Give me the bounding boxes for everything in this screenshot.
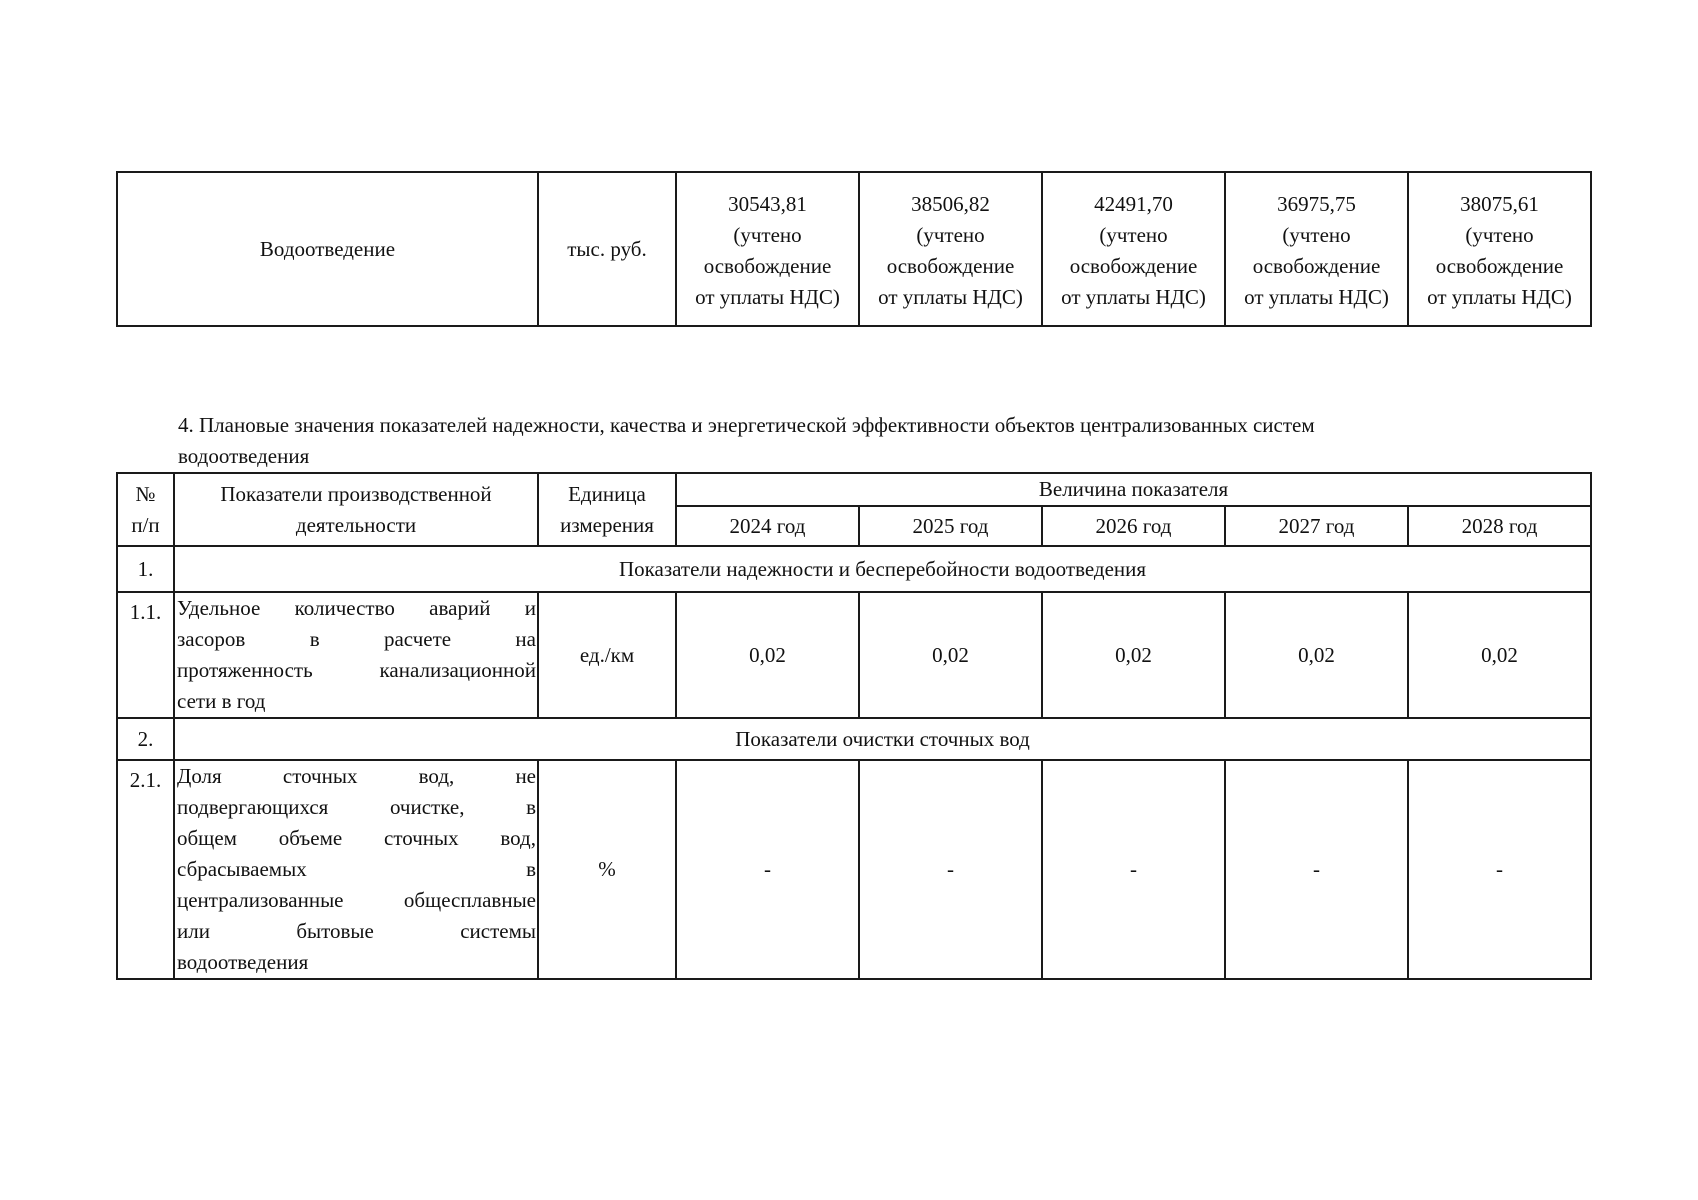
header-unit-line: Единица — [568, 481, 646, 506]
section-title: Показатели очистки сточных вод — [174, 718, 1591, 760]
unit-cell: % — [538, 760, 676, 979]
indicator-line: общем объеме сточных вод, — [177, 826, 536, 850]
indicator-line: Удельное количество аварий и — [177, 596, 536, 620]
indicator-line: Доля сточных вод, не — [177, 764, 536, 788]
note-line: (учтено — [1099, 222, 1168, 247]
section-row — [117, 546, 1591, 592]
value-cell: - — [1225, 760, 1408, 979]
value-cell-2025 — [859, 172, 1042, 326]
section-row — [117, 718, 1591, 760]
note-line: (учтено — [1282, 222, 1351, 247]
value-cell: 0,02 — [859, 592, 1042, 718]
value-cell-2028 — [1408, 172, 1591, 326]
indicator-line: сбрасываемых в — [177, 857, 536, 881]
note-line: освобождение — [1435, 253, 1564, 278]
indicator-line: водоотведения — [177, 950, 309, 974]
cost-table — [116, 171, 1592, 327]
note-line: от уплаты НДС) — [878, 284, 1023, 309]
indicators-table — [116, 472, 1592, 980]
value-cell-2027 — [1225, 172, 1408, 326]
note-line: освобождение — [1069, 253, 1198, 278]
note-line: от уплаты НДС) — [1244, 284, 1389, 309]
table-row — [117, 592, 1591, 718]
note-line: освобождение — [886, 253, 1015, 278]
header-year: 2024 год — [676, 506, 859, 546]
amount: 38506,82 — [911, 191, 990, 216]
header-year: 2027 год — [1225, 506, 1408, 546]
amount: 30543,81 — [728, 191, 807, 216]
value-cell-2024 — [676, 172, 859, 326]
section-title: Показатели надежности и бесперебойности водоотведения — [174, 546, 1591, 592]
header-year: 2026 год — [1042, 506, 1225, 546]
value-cell: - — [859, 760, 1042, 979]
value-cell: 0,02 — [1408, 592, 1591, 718]
section-num: 2. — [117, 718, 174, 760]
indicator-line: засоров в расчете на — [177, 627, 536, 651]
value-cell-2026 — [1042, 172, 1225, 326]
value-cell: 0,02 — [1042, 592, 1225, 718]
note-line: (учтено — [916, 222, 985, 247]
indicator-line: сети в год — [177, 689, 266, 713]
indicator-line: подвергающихся очистке, в — [177, 795, 536, 819]
amount: 38075,61 — [1460, 191, 1539, 216]
value-cell: - — [1408, 760, 1591, 979]
note-line: от уплаты НДС) — [1061, 284, 1206, 309]
header-indicator-line: деятельности — [295, 512, 417, 537]
cost-row — [117, 172, 1591, 326]
amount: 42491,70 — [1094, 191, 1173, 216]
unit-cell: ед./км — [538, 592, 676, 718]
header-value-group: Величина показателя — [676, 473, 1591, 506]
note-line: (учтено — [733, 222, 802, 247]
unit-cell: тыс. руб. — [538, 172, 676, 326]
value-cell: 0,02 — [676, 592, 859, 718]
value-cell: - — [676, 760, 859, 979]
header-num-line: № — [135, 481, 156, 506]
value-cell: - — [1042, 760, 1225, 979]
row-num: 1.1. — [117, 592, 174, 718]
header-year: 2028 год — [1408, 506, 1591, 546]
indicator-line: или бытовые системы — [177, 919, 536, 943]
header-indicator — [174, 473, 538, 546]
note-line: освобождение — [703, 253, 832, 278]
section-num: 1. — [117, 546, 174, 592]
note-line: (учтено — [1465, 222, 1534, 247]
header-indicator-line: Показатели производственной — [220, 481, 492, 506]
section-heading-line: 4. Плановые значения показателей надежности, качества и энергетической эффективности объектов централизованных систем — [178, 413, 1315, 437]
section-heading — [178, 410, 1578, 472]
header-num-line: п/п — [131, 512, 160, 537]
header-row — [117, 473, 1591, 506]
note-line: от уплаты НДС) — [1427, 284, 1572, 309]
header-unit-line: измерения — [560, 512, 654, 537]
indicator-cell — [174, 592, 538, 718]
service-name-cell: Водоотведение — [117, 172, 538, 326]
table-row — [117, 760, 1591, 979]
indicator-cell — [174, 760, 538, 979]
amount: 36975,75 — [1277, 191, 1356, 216]
row-num: 2.1. — [117, 760, 174, 979]
section-heading-line: водоотведения — [178, 444, 310, 468]
note-line: освобождение — [1252, 253, 1381, 278]
indicator-line: централизованные общесплавные — [177, 888, 536, 912]
value-cell: 0,02 — [1225, 592, 1408, 718]
indicator-line: протяженность канализационной — [177, 658, 536, 682]
header-unit — [538, 473, 676, 546]
header-num — [117, 473, 174, 546]
header-year: 2025 год — [859, 506, 1042, 546]
note-line: от уплаты НДС) — [695, 284, 840, 309]
